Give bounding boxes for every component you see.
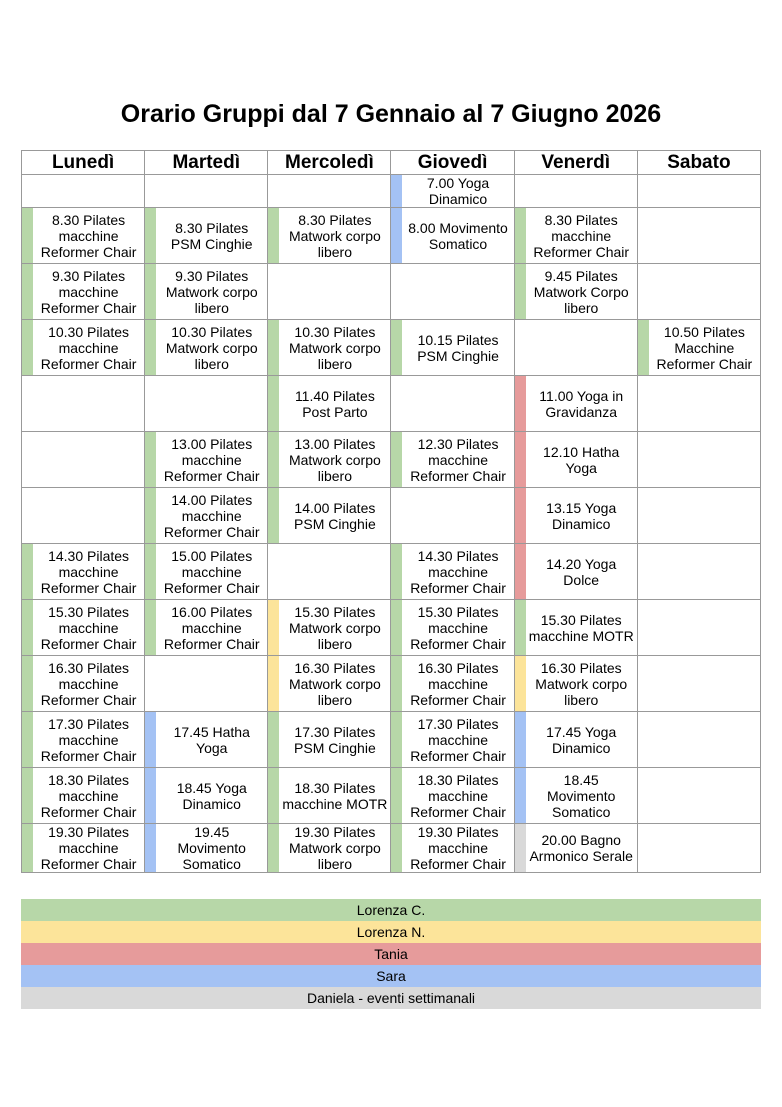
class-slot — [22, 600, 145, 656]
instructor-color-marker — [268, 376, 279, 431]
class-slot — [391, 320, 514, 376]
class-slot — [145, 768, 268, 824]
schedule-table — [21, 150, 761, 873]
legend-item: Daniela - eventi settimanali — [21, 987, 761, 1009]
class-label: 17.30 Pilates macchine Reformer Chair — [40, 715, 137, 764]
schedule-row — [22, 488, 761, 544]
class-label: 10.50 Pilates Macchine Reformer Chair — [656, 323, 753, 372]
class-label: 10.15 Pilates PSM Cinghie — [417, 331, 499, 364]
empty-slot — [637, 768, 760, 824]
instructor-color-marker — [22, 320, 33, 375]
empty-slot — [637, 712, 760, 768]
class-slot — [391, 208, 514, 264]
instructor-color-marker — [515, 376, 526, 431]
class-slot — [145, 824, 268, 873]
class-slot — [145, 320, 268, 376]
instructor-color-marker — [145, 208, 156, 263]
day-header: Mercoledì — [268, 151, 391, 175]
class-label: 13.00 Pilates macchine Reformer Chair — [163, 435, 260, 484]
empty-slot — [637, 656, 760, 712]
class-slot — [514, 488, 637, 544]
empty-slot — [637, 208, 760, 264]
class-label: 18.30 Pilates macchine MOTR — [282, 779, 388, 812]
class-label: 12.10 Hatha Yoga — [543, 443, 620, 476]
class-slot — [514, 768, 637, 824]
class-label: 14.30 Pilates macchine Reformer Chair — [410, 547, 506, 596]
schedule-body — [22, 175, 761, 873]
class-slot — [145, 264, 268, 320]
empty-slot — [268, 175, 391, 208]
empty-slot — [637, 600, 760, 656]
class-slot — [22, 264, 145, 320]
empty-slot — [22, 432, 145, 488]
class-label: 13.00 Pilates Matwork corpo libero — [288, 435, 381, 484]
class-slot — [268, 656, 391, 712]
class-label: 16.30 Pilates macchine Reformer Chair — [40, 659, 137, 708]
class-slot — [268, 320, 391, 376]
class-slot — [514, 432, 637, 488]
day-header: Lunedì — [22, 151, 145, 175]
class-slot — [391, 544, 514, 600]
instructor-color-marker — [515, 432, 526, 487]
class-slot — [22, 208, 145, 264]
empty-slot — [268, 264, 391, 320]
instructor-color-marker — [22, 208, 33, 263]
empty-slot — [514, 320, 637, 376]
empty-slot — [145, 376, 268, 432]
instructor-color-marker — [145, 488, 156, 543]
class-label: 8.30 Pilates PSM Cinghie — [170, 219, 253, 252]
class-label: 9.30 Pilates macchine Reformer Chair — [40, 267, 137, 316]
class-label: 10.30 Pilates macchine Reformer Chair — [40, 323, 137, 372]
class-label: 17.30 Pilates PSM Cinghie — [294, 723, 376, 756]
empty-slot — [22, 488, 145, 544]
class-label: 10.30 Pilates Matwork corpo libero — [165, 323, 258, 372]
class-label: 14.00 Pilates macchine Reformer Chair — [163, 491, 260, 540]
instructor-color-marker — [22, 712, 33, 767]
empty-slot — [145, 656, 268, 712]
schedule-row — [22, 264, 761, 320]
empty-slot — [637, 264, 760, 320]
instructor-color-marker — [515, 544, 526, 599]
instructor-color-marker — [22, 824, 33, 872]
schedule-row — [22, 544, 761, 600]
class-label: 16.30 Pilates macchine Reformer Chair — [410, 659, 506, 708]
class-slot — [22, 712, 145, 768]
instructor-color-marker — [268, 320, 279, 375]
legend-item: Sara — [21, 965, 761, 987]
schedule-row — [22, 824, 761, 873]
instructor-color-marker — [391, 175, 402, 207]
instructor-color-marker — [268, 600, 279, 655]
instructor-color-marker — [638, 320, 649, 375]
class-label: 13.15 Yoga Dinamico — [546, 499, 617, 532]
class-slot — [22, 656, 145, 712]
class-label: 14.00 Pilates PSM Cinghie — [294, 499, 376, 532]
instructor-color-marker — [268, 768, 279, 823]
empty-slot — [637, 544, 760, 600]
legend-item: Lorenza C. — [21, 899, 761, 921]
empty-slot — [637, 824, 760, 873]
instructor-color-marker — [391, 208, 402, 263]
class-slot — [391, 712, 514, 768]
class-slot — [145, 712, 268, 768]
empty-slot — [268, 544, 391, 600]
instructor-color-marker — [391, 768, 402, 823]
class-slot — [268, 712, 391, 768]
class-slot — [514, 544, 637, 600]
instructor-color-marker — [268, 712, 279, 767]
class-label: 19.30 Pilates macchine Reformer Chair — [40, 824, 137, 872]
instructor-color-marker — [145, 824, 156, 872]
class-slot — [514, 712, 637, 768]
instructor-color-marker — [268, 432, 279, 487]
class-slot — [22, 824, 145, 873]
class-label: 18.30 Pilates macchine Reformer Chair — [40, 771, 137, 820]
instructor-color-marker — [145, 768, 156, 823]
schedule-row — [22, 376, 761, 432]
class-slot — [637, 320, 760, 376]
class-slot — [268, 376, 391, 432]
class-label: 15.00 Pilates macchine Reformer Chair — [163, 547, 260, 596]
class-slot — [145, 432, 268, 488]
instructor-color-marker — [145, 432, 156, 487]
day-header: Giovedì — [391, 151, 514, 175]
class-label: 18.30 Pilates macchine Reformer Chair — [410, 771, 506, 820]
empty-slot — [637, 488, 760, 544]
class-slot — [514, 264, 637, 320]
class-label: 9.45 Pilates Matwork Corpo libero — [533, 267, 629, 316]
class-slot — [268, 488, 391, 544]
class-label: 7.00 Yoga Dinamico — [426, 175, 490, 207]
legend-item: Tania — [21, 943, 761, 965]
class-label: 19.45 Movimento Somatico — [177, 824, 246, 872]
instructor-color-marker — [515, 768, 526, 823]
instructor-color-marker — [22, 768, 33, 823]
instructor-color-marker — [391, 824, 402, 872]
class-slot — [391, 600, 514, 656]
schedule-row — [22, 768, 761, 824]
class-slot — [22, 320, 145, 376]
legend-item: Lorenza N. — [21, 921, 761, 943]
instructor-legend — [21, 899, 761, 1009]
class-slot — [145, 488, 268, 544]
instructor-color-marker — [515, 712, 526, 767]
class-slot — [268, 768, 391, 824]
instructor-color-marker — [515, 600, 526, 655]
class-slot — [145, 600, 268, 656]
class-slot — [145, 544, 268, 600]
schedule-row — [22, 600, 761, 656]
instructor-color-marker — [268, 824, 279, 872]
class-slot — [22, 544, 145, 600]
class-slot — [268, 600, 391, 656]
instructor-color-marker — [268, 656, 279, 711]
empty-slot — [22, 376, 145, 432]
class-slot — [391, 656, 514, 712]
page-title: Orario Gruppi dal 7 Gennaio al 7 Giugno 2026 — [120, 100, 662, 128]
instructor-color-marker — [515, 208, 526, 263]
class-label: 18.45 Movimento Somatico — [546, 771, 616, 820]
empty-slot — [391, 488, 514, 544]
class-slot — [22, 768, 145, 824]
instructor-color-marker — [22, 544, 33, 599]
class-label: 17.45 Yoga Dinamico — [546, 723, 617, 756]
class-label: 15.30 Pilates macchine MOTR — [528, 611, 634, 644]
empty-slot — [637, 432, 760, 488]
class-label: 16.30 Pilates Matwork corpo libero — [535, 659, 628, 708]
class-label: 11.00 Yoga in Gravidanza — [539, 387, 624, 420]
class-label: 17.30 Pilates macchine Reformer Chair — [410, 715, 506, 764]
empty-slot — [637, 376, 760, 432]
instructor-color-marker — [515, 264, 526, 319]
schedule-row — [22, 175, 761, 208]
instructor-color-marker — [145, 320, 156, 375]
instructor-color-marker — [22, 656, 33, 711]
empty-slot — [637, 175, 760, 208]
class-label: 17.45 Hatha Yoga — [173, 723, 250, 756]
class-slot — [514, 208, 637, 264]
instructor-color-marker — [22, 264, 33, 319]
schedule-row — [22, 320, 761, 376]
day-header: Martedì — [145, 151, 268, 175]
instructor-color-marker — [22, 600, 33, 655]
schedule-row — [22, 656, 761, 712]
class-label: 15.30 Pilates macchine Reformer Chair — [40, 603, 137, 652]
instructor-color-marker — [391, 320, 402, 375]
class-label: 11.40 Pilates Post Parto — [294, 387, 375, 420]
class-label: 8.30 Pilates Matwork corpo libero — [288, 211, 381, 260]
class-label: 9.30 Pilates Matwork corpo libero — [165, 267, 258, 316]
class-label: 15.30 Pilates macchine Reformer Chair — [410, 603, 506, 652]
instructor-color-marker — [391, 656, 402, 711]
instructor-color-marker — [391, 544, 402, 599]
instructor-color-marker — [145, 264, 156, 319]
class-slot — [391, 824, 514, 873]
instructor-color-marker — [515, 488, 526, 543]
class-slot — [268, 208, 391, 264]
empty-slot — [22, 175, 145, 208]
class-label: 14.30 Pilates macchine Reformer Chair — [40, 547, 137, 596]
class-slot — [391, 768, 514, 824]
empty-slot — [391, 376, 514, 432]
instructor-color-marker — [515, 824, 526, 872]
schedule-row — [22, 432, 761, 488]
class-label: 8.30 Pilates macchine Reformer Chair — [533, 211, 630, 260]
day-header-row — [22, 151, 761, 175]
instructor-color-marker — [145, 544, 156, 599]
class-label: 16.00 Pilates macchine Reformer Chair — [163, 603, 260, 652]
class-label: 14.20 Yoga Dolce — [546, 555, 617, 588]
class-label: 16.30 Pilates Matwork corpo libero — [288, 659, 381, 708]
class-slot — [514, 376, 637, 432]
day-header: Venerdì — [514, 151, 637, 175]
class-label: 8.30 Pilates macchine Reformer Chair — [40, 211, 137, 260]
class-slot — [514, 600, 637, 656]
instructor-color-marker — [391, 432, 402, 487]
class-label: 10.30 Pilates Matwork corpo libero — [288, 323, 381, 372]
class-slot — [391, 432, 514, 488]
schedule-row — [22, 712, 761, 768]
class-slot — [268, 432, 391, 488]
instructor-color-marker — [145, 712, 156, 767]
class-slot — [514, 656, 637, 712]
empty-slot — [145, 175, 268, 208]
instructor-color-marker — [268, 488, 279, 543]
class-label: 19.30 Pilates Matwork corpo libero — [288, 824, 381, 872]
day-header: Sabato — [637, 151, 760, 175]
empty-slot — [391, 264, 514, 320]
instructor-color-marker — [515, 656, 526, 711]
class-slot — [145, 208, 268, 264]
empty-slot — [514, 175, 637, 208]
class-slot — [514, 824, 637, 873]
class-label: 8.00 Movimento Somatico — [408, 219, 508, 252]
class-label: 18.45 Yoga Dinamico — [176, 779, 247, 812]
schedule-row — [22, 208, 761, 264]
class-label: 19.30 Pilates macchine Reformer Chair — [410, 824, 506, 872]
class-slot — [268, 824, 391, 873]
instructor-color-marker — [391, 600, 402, 655]
instructor-color-marker — [145, 600, 156, 655]
class-slot — [391, 175, 514, 208]
class-label: 12.30 Pilates macchine Reformer Chair — [410, 435, 506, 484]
instructor-color-marker — [268, 208, 279, 263]
class-label: 20.00 Bagno Armonico Serale — [529, 832, 633, 864]
instructor-color-marker — [391, 712, 402, 767]
class-label: 15.30 Pilates Matwork corpo libero — [288, 603, 381, 652]
